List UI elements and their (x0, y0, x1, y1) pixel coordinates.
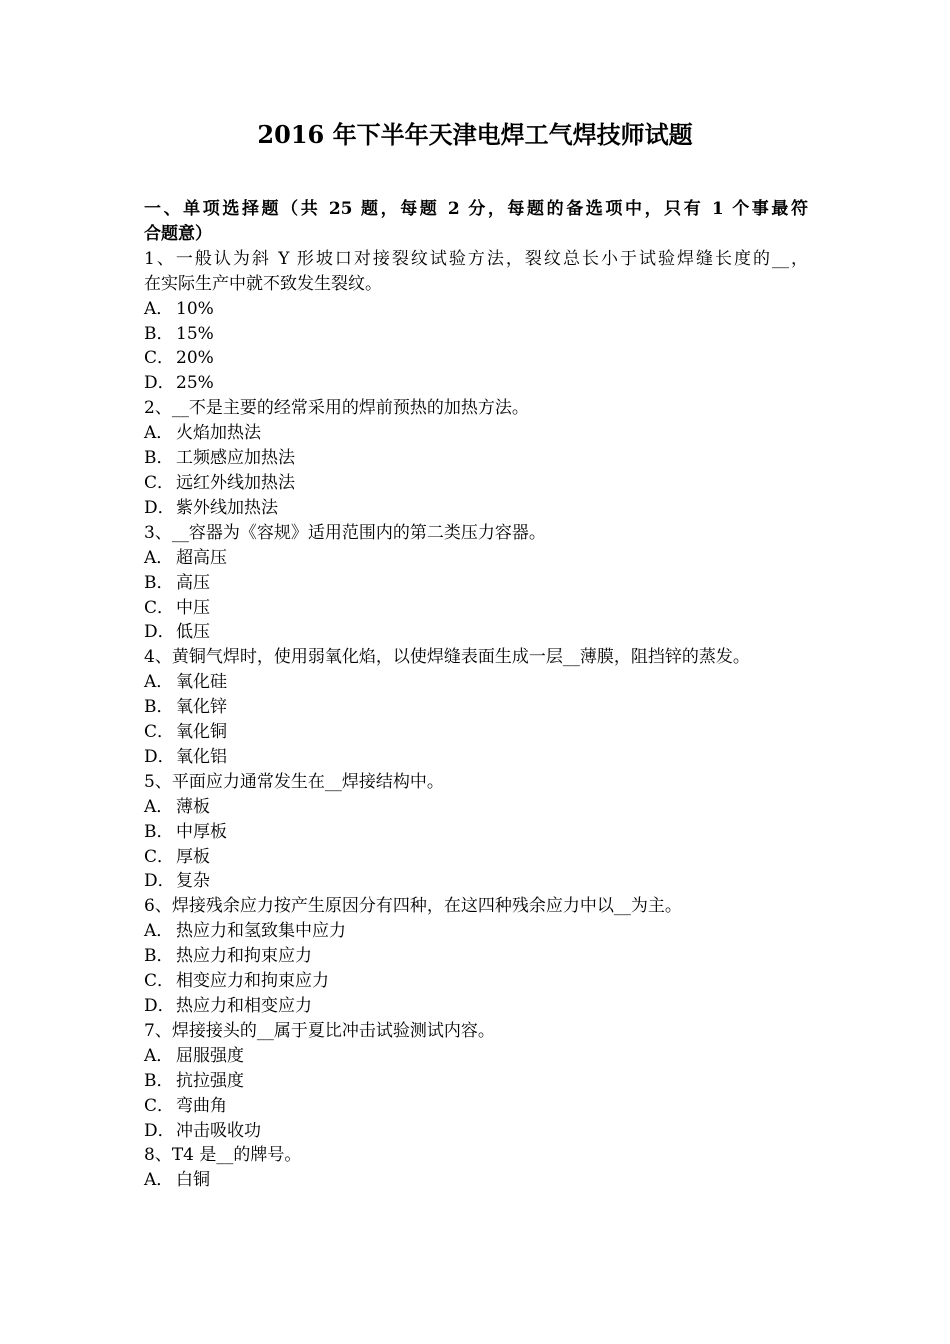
question-item (144, 1019, 808, 1144)
answer-option-label: D． (144, 373, 175, 394)
answer-option (144, 1069, 808, 1094)
answer-option-text: 热应力和氢致集中应力 (176, 921, 346, 942)
answer-option (144, 919, 808, 944)
answer-option-label: A． (144, 796, 174, 817)
answer-option (144, 994, 808, 1019)
answer-option-label: A． (144, 547, 174, 568)
answer-option (144, 1094, 808, 1119)
answer-option-label: D． (144, 996, 175, 1016)
answer-option-label: B． (144, 1070, 174, 1091)
question-text-line-2: 在实际生产中就不致发生裂纹。 (144, 273, 382, 294)
answer-option (144, 670, 808, 695)
answer-option-label: A． (144, 921, 174, 942)
answer-option-label: A． (144, 423, 174, 444)
answer-option-text: 高压 (176, 572, 210, 593)
answer-option-label: A． (144, 1045, 174, 1066)
answer-option-text: 低压 (176, 622, 210, 643)
answer-option-text: 抗拉强度 (176, 1070, 244, 1091)
section-heading-line-2: 合题意） (144, 223, 212, 244)
question-item (144, 521, 808, 646)
answer-option-text: 超高压 (176, 547, 227, 568)
answer-option-label: D． (144, 622, 175, 643)
question-text: 5、平面应力通常发生在__焊接结构中。 (144, 771, 444, 792)
answer-option-text: 25% (176, 373, 214, 394)
question-text: 6、焊接残余应力按产生原因分有四种，在这四种残余应力中以__为主。 (144, 896, 682, 917)
answer-option-text: 工频感应加热法 (176, 448, 295, 469)
answer-option (144, 297, 808, 322)
answer-option-text: 屈服强度 (176, 1045, 244, 1066)
answer-option-text: 热应力和相变应力 (176, 996, 312, 1016)
question-item (144, 770, 808, 895)
answer-option-label: D． (144, 1120, 175, 1141)
answer-option (144, 421, 808, 446)
answer-option-text: 复杂 (176, 871, 210, 892)
answer-option (144, 944, 808, 969)
answer-option-text: 薄板 (176, 796, 210, 817)
answer-option (144, 471, 808, 496)
answer-option-text: 热应力和拘束应力 (176, 946, 312, 967)
question-item (144, 1143, 808, 1193)
answer-option (144, 596, 808, 621)
answer-option-label: D． (144, 497, 175, 518)
answer-option-label: B． (144, 946, 174, 967)
answer-option-label: A． (144, 298, 174, 319)
answer-option (144, 620, 808, 645)
answer-option (144, 720, 808, 745)
answer-option-label: B． (144, 572, 174, 593)
question-text: 7、焊接接头的__属于夏比冲击试验测试内容。 (144, 1020, 495, 1041)
answer-option-label: D． (144, 871, 175, 892)
answer-option (144, 845, 808, 870)
answer-option-label: B． (144, 697, 174, 718)
answer-option-text: 白铜 (176, 1170, 210, 1191)
answer-option-label: C． (144, 348, 175, 369)
question-text: 3、__容器为《容规》适用范围内的第二类压力容器。 (144, 522, 546, 543)
answer-option-text: 15% (176, 323, 214, 344)
question-text: 2、__不是主要的经常采用的焊前预热的加热方法。 (144, 398, 529, 419)
answer-option-label: A． (144, 672, 174, 693)
document-title: 2016 年下半年天津电焊工气焊技师试题 (257, 120, 693, 149)
answer-option-label: A． (144, 1170, 174, 1191)
answer-option-text: 中厚板 (176, 821, 227, 842)
answer-option (144, 346, 808, 371)
answer-option-text: 远红外线加热法 (176, 472, 295, 493)
question-text: 8、T4 是__的牌号。 (144, 1145, 302, 1166)
answer-option (144, 446, 808, 471)
answer-option-text: 弯曲角 (176, 1095, 227, 1116)
answer-option (144, 496, 808, 521)
answer-option (144, 1044, 808, 1069)
answer-option-text: 氧化铝 (176, 746, 227, 767)
document-body (144, 197, 808, 1193)
answer-option (144, 371, 808, 396)
answer-option-label: C． (144, 722, 175, 743)
answer-option-text: 20% (176, 348, 214, 369)
answer-option (144, 571, 808, 596)
question-text-line-1: 1、一般认为斜 Y 形坡口对接裂纹试验方法，裂纹总长小于试验焊缝长度的__， (144, 248, 808, 269)
answer-option-text: 紫外线加热法 (176, 497, 278, 518)
answer-option (144, 1119, 808, 1144)
answer-option (144, 546, 808, 571)
answer-option-text: 冲击吸收功 (176, 1120, 261, 1141)
answer-option-text: 相变应力和拘束应力 (176, 971, 329, 992)
answer-option (144, 695, 808, 720)
answer-option (144, 745, 808, 770)
answer-option-label: C． (144, 472, 175, 493)
answer-option-text: 10% (176, 298, 214, 319)
question-item (144, 247, 808, 396)
answer-option (144, 869, 808, 894)
answer-option-text: 火焰加热法 (176, 423, 261, 444)
answer-option-label: C． (144, 597, 175, 618)
question-text: 4、黄铜气焊时，使用弱氧化焰，以使焊缝表面生成一层__薄膜，阻挡锌的蒸发。 (144, 647, 750, 668)
answer-option-label: C． (144, 971, 175, 992)
section-heading-line-1: 一、单项选择题（共 25 题，每题 2 分，每题的备选项中，只有 1 个事最符 (144, 199, 808, 219)
section-heading (144, 197, 808, 247)
answer-option (144, 1168, 808, 1193)
answer-option-label: B． (144, 821, 174, 842)
question-item (144, 645, 808, 770)
answer-option-text: 厚板 (176, 846, 210, 867)
answer-option (144, 322, 808, 347)
answer-option-text: 氧化铜 (176, 722, 227, 743)
question-item (144, 396, 808, 521)
answer-option (144, 820, 808, 845)
answer-option-label: D． (144, 746, 175, 767)
answer-option-label: C． (144, 1095, 175, 1116)
answer-option (144, 969, 808, 994)
answer-option-label: B． (144, 448, 174, 469)
question-item (144, 894, 808, 1019)
answer-option-text: 氧化硅 (176, 672, 227, 693)
answer-option-text: 氧化锌 (176, 697, 227, 718)
answer-option-label: C． (144, 846, 175, 867)
answer-option-text: 中压 (176, 597, 210, 618)
answer-option (144, 795, 808, 820)
answer-option-label: B． (144, 323, 174, 344)
question-list (144, 247, 808, 1193)
